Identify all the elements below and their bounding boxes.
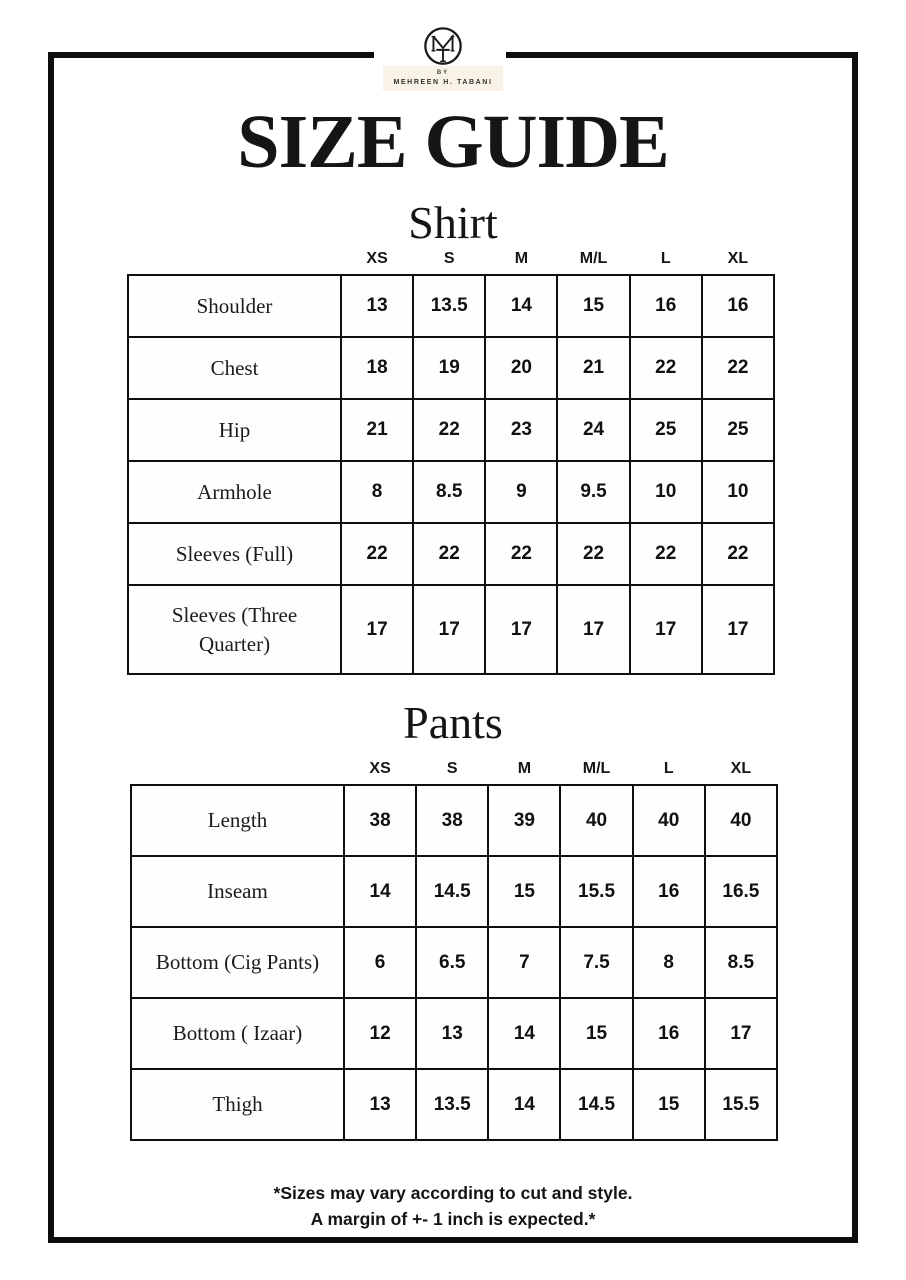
size-header: XS bbox=[344, 760, 416, 785]
size-header: L bbox=[633, 760, 705, 785]
table-row bbox=[131, 785, 777, 856]
size-header: M bbox=[488, 760, 560, 785]
measurement-value: 16 bbox=[630, 275, 702, 337]
measurement-value: 17 bbox=[557, 585, 629, 674]
measurement-value: 22 bbox=[630, 523, 702, 585]
measurement-label: Shoulder bbox=[128, 275, 341, 337]
measurement-value: 40 bbox=[633, 785, 705, 856]
measurement-value: 38 bbox=[344, 785, 416, 856]
measurement-value: 23 bbox=[485, 399, 557, 461]
size-header-spacer bbox=[128, 250, 341, 275]
brand-logo bbox=[383, 26, 503, 91]
measurement-value: 17 bbox=[413, 585, 485, 674]
table-row bbox=[128, 337, 774, 399]
measurement-value: 8.5 bbox=[705, 927, 777, 998]
measurement-value: 9 bbox=[485, 461, 557, 523]
size-header: XL bbox=[705, 760, 777, 785]
pants-size-table bbox=[130, 760, 778, 1141]
size-header: M/L bbox=[557, 250, 629, 275]
measurement-label: Sleeves (Three Quarter) bbox=[128, 585, 341, 674]
measurement-value: 6.5 bbox=[416, 927, 488, 998]
measurement-label: Bottom ( Izaar) bbox=[131, 998, 344, 1069]
measurement-value: 16 bbox=[633, 998, 705, 1069]
measurement-value: 14 bbox=[488, 998, 560, 1069]
size-header-row bbox=[131, 760, 777, 785]
measurement-value: 10 bbox=[630, 461, 702, 523]
shirt-section-title: Shirt bbox=[408, 197, 498, 248]
size-header: L bbox=[630, 250, 702, 275]
measurement-value: 22 bbox=[702, 337, 774, 399]
measurement-value: 22 bbox=[630, 337, 702, 399]
table-row bbox=[131, 856, 777, 927]
measurement-value: 40 bbox=[560, 785, 632, 856]
measurement-value: 20 bbox=[485, 337, 557, 399]
pants-section-title: Pants bbox=[403, 697, 503, 748]
disclaimer-line-2: A margin of +- 1 inch is expected.* bbox=[310, 1209, 596, 1230]
table-row bbox=[128, 399, 774, 461]
measurement-value: 13 bbox=[344, 1069, 416, 1140]
table-row bbox=[128, 461, 774, 523]
size-header-spacer bbox=[131, 760, 344, 785]
size-header: S bbox=[416, 760, 488, 785]
measurement-value: 16 bbox=[702, 275, 774, 337]
measurement-value: 8 bbox=[341, 461, 413, 523]
table-row bbox=[131, 1069, 777, 1140]
measurement-value: 15 bbox=[557, 275, 629, 337]
table-row bbox=[128, 585, 774, 674]
measurement-label: Armhole bbox=[128, 461, 341, 523]
measurement-label: Thigh bbox=[131, 1069, 344, 1140]
measurement-value: 38 bbox=[416, 785, 488, 856]
measurement-value: 13 bbox=[341, 275, 413, 337]
size-header: M/L bbox=[560, 760, 632, 785]
measurement-value: 6 bbox=[344, 927, 416, 998]
measurement-value: 15.5 bbox=[560, 856, 632, 927]
measurement-value: 17 bbox=[630, 585, 702, 674]
measurement-value: 7 bbox=[488, 927, 560, 998]
measurement-value: 15 bbox=[560, 998, 632, 1069]
measurement-value: 14.5 bbox=[416, 856, 488, 927]
measurement-label: Bottom (Cig Pants) bbox=[131, 927, 344, 998]
measurement-value: 40 bbox=[705, 785, 777, 856]
measurement-value: 25 bbox=[702, 399, 774, 461]
size-header: S bbox=[413, 250, 485, 275]
table-row bbox=[131, 998, 777, 1069]
measurement-value: 13 bbox=[416, 998, 488, 1069]
measurement-value: 15 bbox=[633, 1069, 705, 1140]
measurement-value: 22 bbox=[702, 523, 774, 585]
measurement-value: 14 bbox=[485, 275, 557, 337]
measurement-label: Sleeves (Full) bbox=[128, 523, 341, 585]
measurement-value: 15.5 bbox=[705, 1069, 777, 1140]
disclaimer-line-1: *Sizes may vary according to cut and style. bbox=[273, 1183, 633, 1203]
brand-name-text: MEHREEN H. TABANI bbox=[393, 79, 493, 86]
brand-label-box bbox=[383, 66, 503, 91]
measurement-value: 22 bbox=[557, 523, 629, 585]
size-header: XL bbox=[702, 250, 774, 275]
measurement-label: Length bbox=[131, 785, 344, 856]
measurement-label: Hip bbox=[128, 399, 341, 461]
brand-by-text: BY bbox=[436, 70, 450, 76]
table-row bbox=[131, 927, 777, 998]
size-disclaimer bbox=[0, 1180, 906, 1233]
measurement-value: 14.5 bbox=[560, 1069, 632, 1140]
measurement-value: 15 bbox=[488, 856, 560, 927]
measurement-value: 21 bbox=[341, 399, 413, 461]
measurement-label: Chest bbox=[128, 337, 341, 399]
measurement-value: 24 bbox=[557, 399, 629, 461]
measurement-value: 25 bbox=[630, 399, 702, 461]
measurement-label: Inseam bbox=[131, 856, 344, 927]
measurement-value: 22 bbox=[413, 399, 485, 461]
measurement-value: 9.5 bbox=[557, 461, 629, 523]
measurement-value: 8 bbox=[633, 927, 705, 998]
measurement-value: 16.5 bbox=[705, 856, 777, 927]
measurement-value: 16 bbox=[633, 856, 705, 927]
measurement-value: 22 bbox=[341, 523, 413, 585]
size-header: M bbox=[485, 250, 557, 275]
measurement-value: 17 bbox=[341, 585, 413, 674]
measurement-value: 17 bbox=[702, 585, 774, 674]
measurement-value: 7.5 bbox=[560, 927, 632, 998]
mt-monogram-icon bbox=[422, 26, 464, 68]
measurement-value: 8.5 bbox=[413, 461, 485, 523]
measurement-value: 17 bbox=[705, 998, 777, 1069]
measurement-value: 14 bbox=[488, 1069, 560, 1140]
measurement-value: 19 bbox=[413, 337, 485, 399]
size-header-row bbox=[128, 250, 774, 275]
size-header: XS bbox=[341, 250, 413, 275]
measurement-value: 12 bbox=[344, 998, 416, 1069]
measurement-value: 39 bbox=[488, 785, 560, 856]
measurement-value: 13.5 bbox=[413, 275, 485, 337]
measurement-value: 13.5 bbox=[416, 1069, 488, 1140]
measurement-value: 22 bbox=[413, 523, 485, 585]
measurement-value: 21 bbox=[557, 337, 629, 399]
measurement-value: 14 bbox=[344, 856, 416, 927]
measurement-value: 18 bbox=[341, 337, 413, 399]
table-row bbox=[128, 523, 774, 585]
page-title: SIZE GUIDE bbox=[237, 100, 669, 184]
measurement-value: 17 bbox=[485, 585, 557, 674]
measurement-value: 22 bbox=[485, 523, 557, 585]
shirt-size-table bbox=[127, 250, 775, 675]
measurement-value: 10 bbox=[702, 461, 774, 523]
table-row bbox=[128, 275, 774, 337]
